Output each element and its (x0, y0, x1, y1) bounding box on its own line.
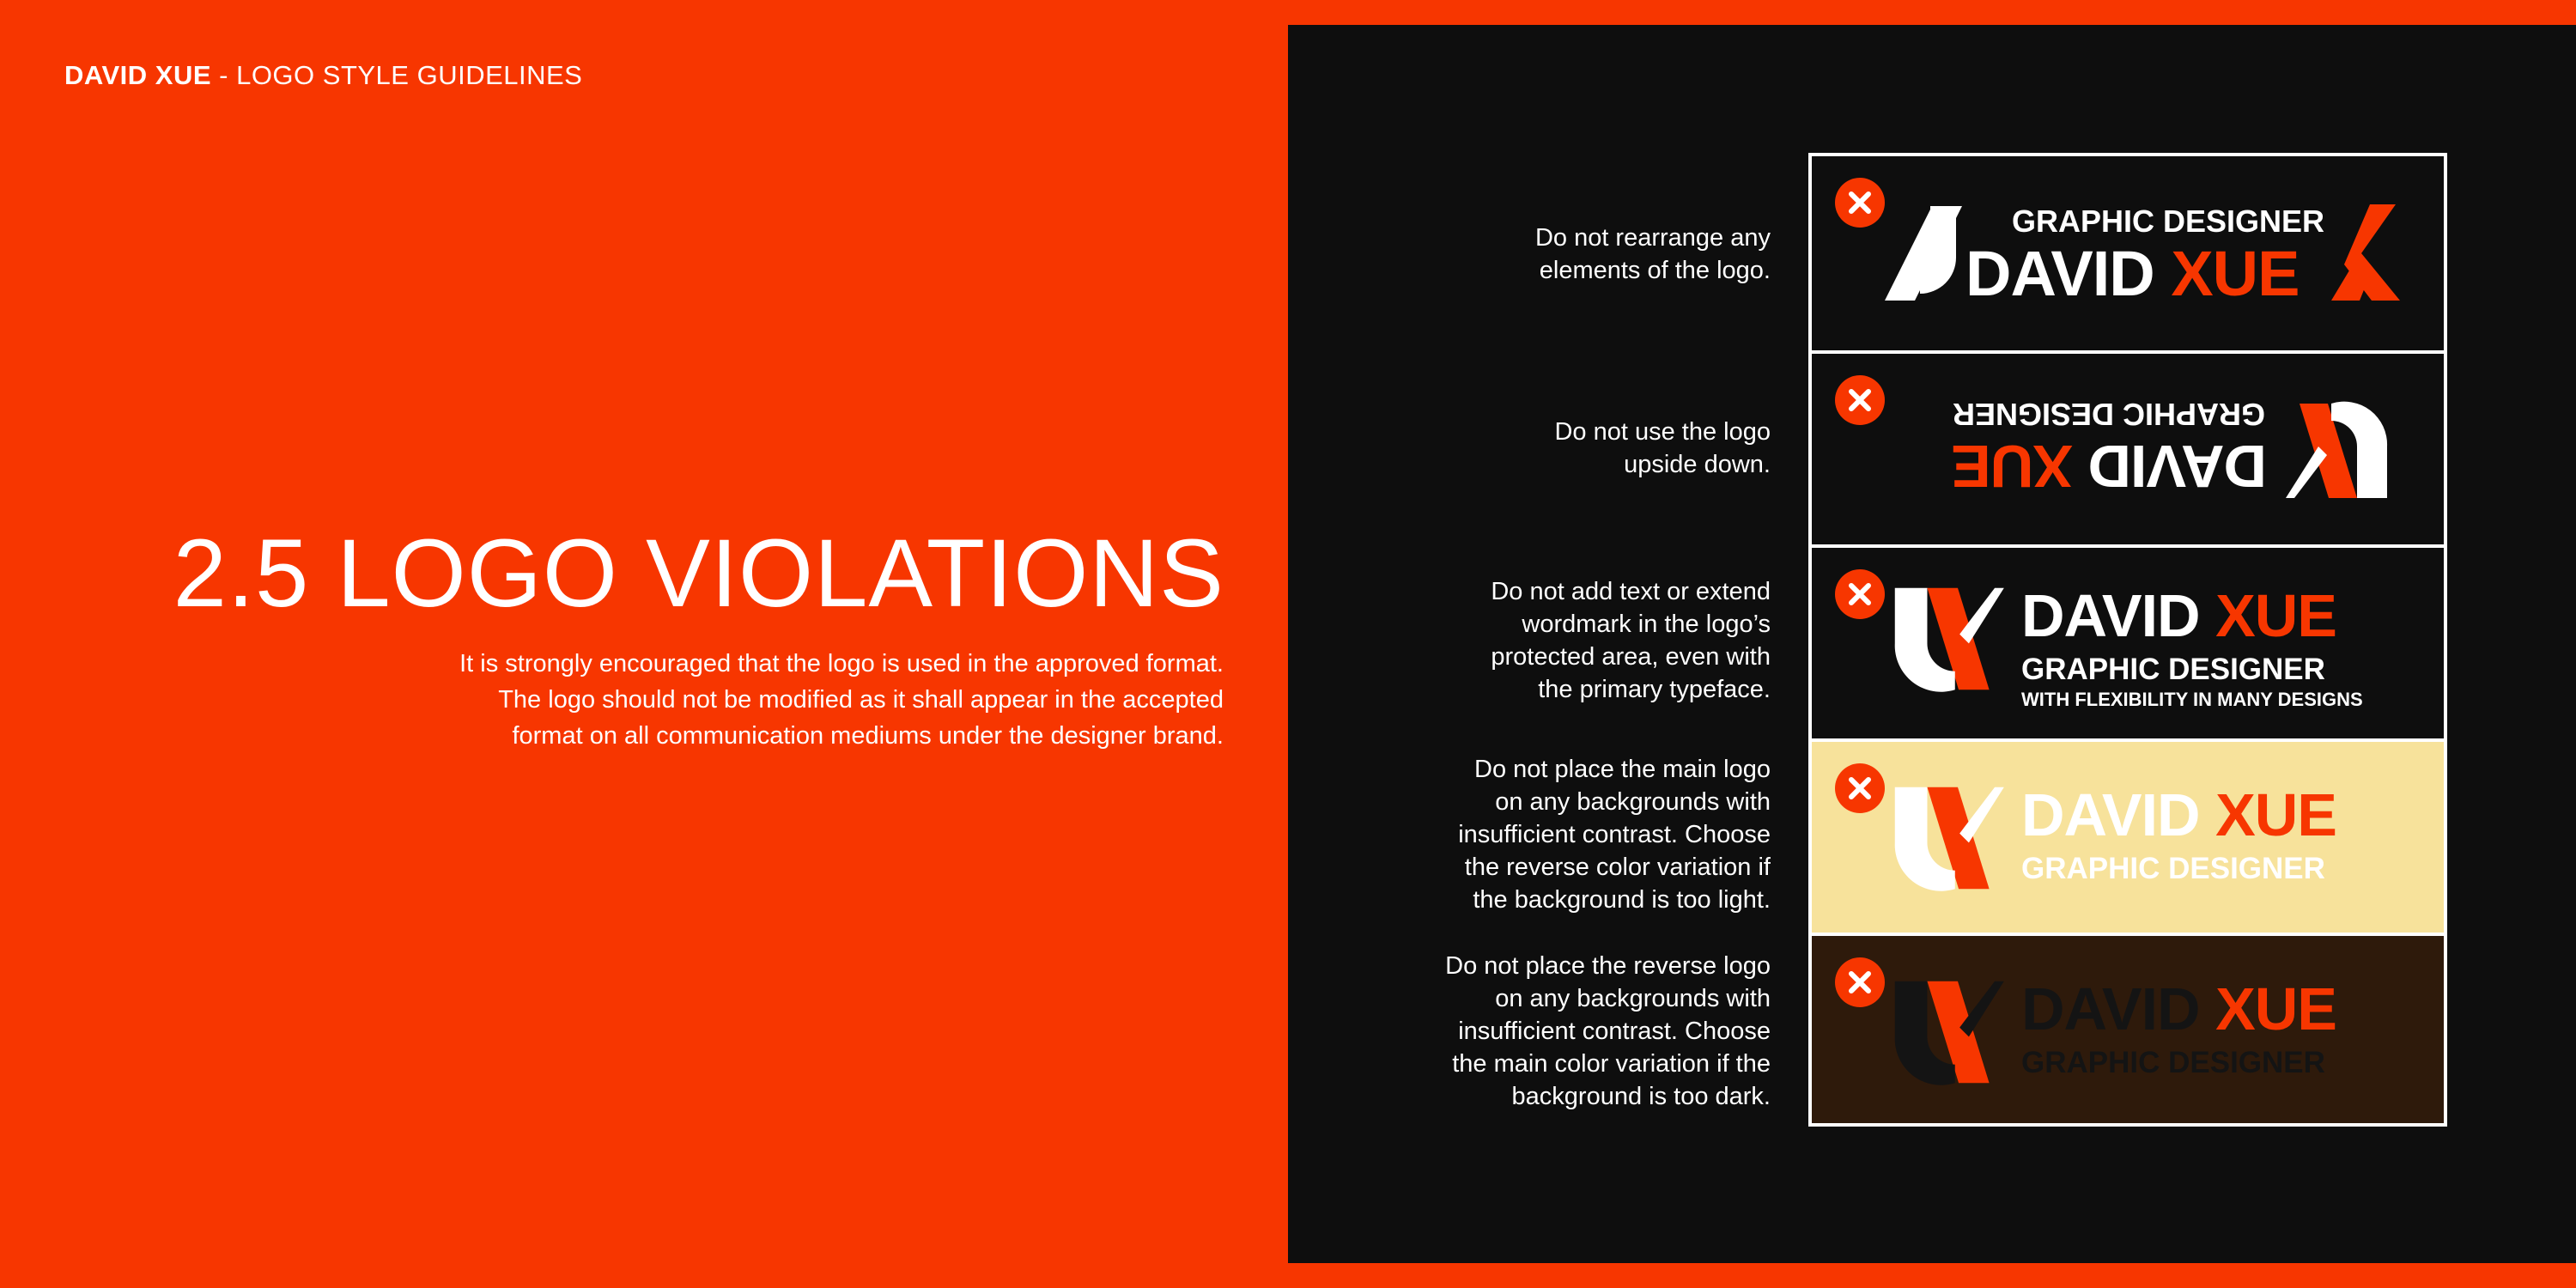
rule-text-rearrange (998, 222, 1771, 287)
rule-line: insufficient contrast. Choose (1458, 821, 1771, 848)
violation-x-icon (1835, 178, 1885, 228)
description-line: format on all communication mediums under the designer brand. (512, 722, 1224, 750)
logo-name-first: DAVID (2088, 433, 2267, 500)
logo-tagline: GRAPHIC DESIGNER (2021, 1046, 2325, 1079)
rule-line: Do not add text or extend (1491, 578, 1771, 605)
logo-name (2021, 975, 2336, 1042)
logo-tagline: GRAPHIC DESIGNER (2021, 852, 2325, 885)
rule-line: background is too dark. (1511, 1083, 1771, 1110)
logo-upside-down (1880, 385, 2396, 513)
violation-x-icon (1835, 569, 1885, 619)
rule-line: Do not use the logo (1554, 418, 1771, 446)
example-upside-down (1812, 350, 2444, 544)
example-light-background (1812, 738, 2444, 933)
section-title: 2.5 LOGO VIOLATIONS (173, 519, 1224, 627)
rule-text-add-text (998, 575, 1771, 706)
logo-name-last: XUE (2215, 582, 2336, 649)
logo-name-last: XUE (1952, 433, 2073, 500)
rule-text-upside-down (998, 416, 1771, 481)
logo-name (1965, 238, 2300, 309)
logo-name-first: DAVID (2021, 582, 2200, 649)
logo-extra-line: WITH FLEXIBILITY IN MANY DESIGNS (2021, 689, 2363, 710)
dx-monogram-icon (1886, 972, 2006, 1092)
logo-tagline: GRAPHIC DESIGNER (2021, 653, 2325, 686)
rule-line: on any backgrounds with (1495, 788, 1771, 816)
rule-line: the main color variation if the (1452, 1050, 1771, 1078)
example-dark-background (1812, 933, 2444, 1123)
header-brand: DAVID XUE (64, 60, 212, 90)
logo-name (1952, 433, 2267, 500)
logo-with-extra-text (1886, 574, 2435, 728)
header-subtitle: - LOGO STYLE GUIDELINES (219, 60, 583, 90)
example-rearranged (1812, 156, 2444, 350)
rule-text-light-bg (998, 753, 1771, 916)
dx-monogram-icon (1880, 197, 1975, 309)
violation-x-icon (1835, 763, 1885, 813)
violation-examples-frame (1808, 153, 2447, 1127)
x-mark-icon (2327, 197, 2404, 309)
rule-line: the primary typeface. (1538, 676, 1771, 703)
logo-tagline: GRAPHIC DESIGNER (2012, 204, 2325, 239)
logo-name-last: XUE (2171, 238, 2300, 309)
rule-line: on any backgrounds with (1495, 985, 1771, 1012)
dx-monogram-icon (1886, 778, 2006, 898)
description-line: It is strongly encouraged that the logo is used in the approved format. (459, 650, 1224, 677)
rule-line: protected area, even with (1491, 643, 1771, 671)
logo-name-last: XUE (2215, 975, 2336, 1042)
rule-line: the background is too light. (1473, 886, 1771, 914)
rule-line: Do not place the main logo (1474, 756, 1771, 783)
dx-monogram-icon (1886, 579, 2006, 699)
logo-tagline: GRAPHIC DESIGNER (1952, 397, 2265, 432)
rule-line: elements of the logo. (1539, 257, 1771, 284)
rule-text-dark-bg (998, 950, 1771, 1113)
logo-dark-bg (1886, 967, 2435, 1096)
logo-name-last: XUE (2215, 781, 2336, 848)
rule-line: Do not place the reverse logo (1445, 952, 1771, 980)
rule-line: the reverse color variation if (1464, 854, 1771, 881)
dx-monogram-icon (2284, 395, 2396, 507)
logo-name-first: DAVID (2021, 975, 2200, 1042)
violation-x-icon (1835, 957, 1885, 1007)
logo-name (2021, 582, 2336, 649)
page-header (64, 60, 582, 91)
rule-line: wordmark in the logo’s (1522, 611, 1771, 638)
description-line: The logo should not be modified as it shall appear in the accepted (498, 686, 1224, 714)
logo-name (2021, 781, 2336, 848)
example-added-text (1812, 544, 2444, 738)
rule-line: Do not rearrange any (1534, 224, 1771, 252)
rule-line: upside down. (1624, 451, 1771, 478)
rule-line: insufficient contrast. Choose (1458, 1018, 1771, 1045)
violation-x-icon (1835, 375, 1885, 425)
logo-light-bg (1886, 773, 2435, 902)
logo-rearranged (1880, 197, 2421, 318)
logo-name-first: DAVID (2021, 781, 2200, 848)
logo-name-first: DAVID (1965, 238, 2154, 309)
